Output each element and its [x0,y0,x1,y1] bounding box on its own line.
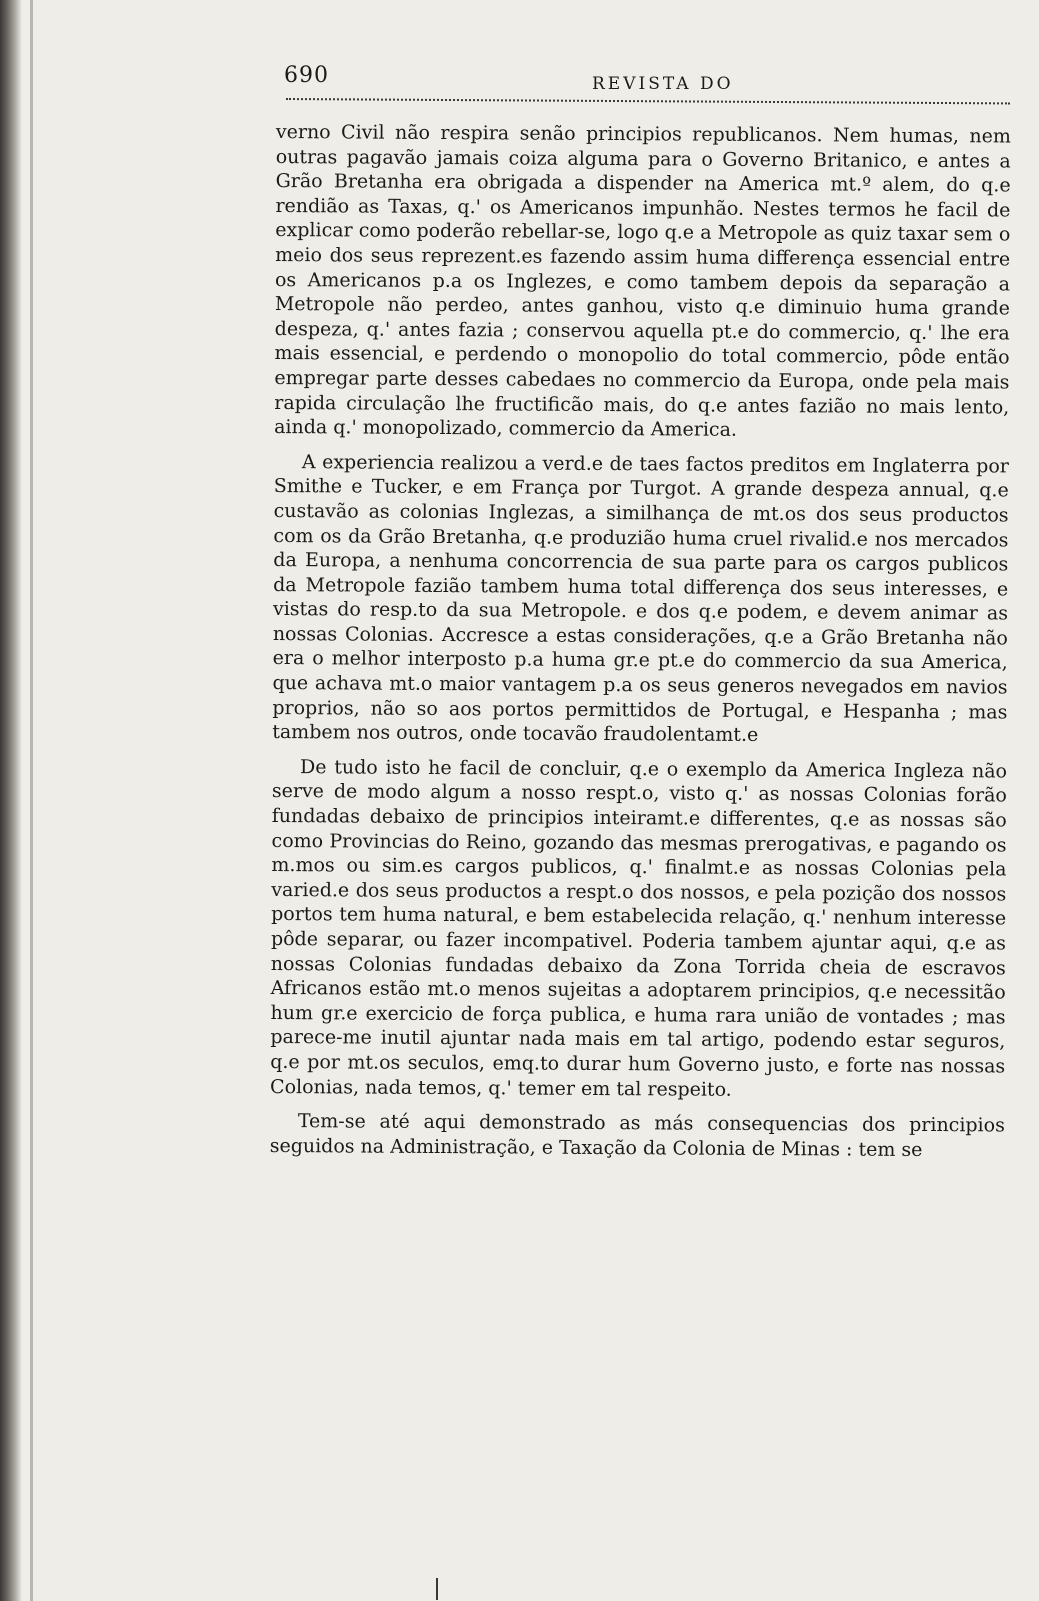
binding-crease [30,0,33,1601]
header-rule [286,98,1010,107]
paragraph-2: A experiencia realizou a verd.e de taes factos preditos em Inglaterra por Smithe e Tucker, e em França por Turgot. A grande despeza annual, q.e custavão as colonias Inglezas, a similhança de mt.os dos seus productos com os da Grão Bretanha, q.e produzião huma cruel rivalid.e nos mercados da Europa, a nenhuma concorrencia de sua parte para os cargos publicos da Metropole fazião tambem huma total differença dos seus interesses, e vistas do resp.to da sua Metropole. e dos q.e podem, e devem animar as nossas Colonias. Accresce a estas considerações, q.e a Grão Bretanha não era o melhor interposto p.a huma gr.e pt.e do commercio da sua America, que achava mt.o maior vantagem p.a os seus generos nevegados em navios proprios, não so aos portos permittidos de Portugal, e Hespanha ; mas tambem nos outros, onde tocavão fraudolentamt.e [272,450,1009,747]
running-header-title: REVISTA DO [592,74,734,94]
page-number: 690 [284,63,329,88]
print-mark [436,1578,438,1600]
page-body [270,120,1011,1163]
paragraph-3: De tudo isto he facil de concluir, q.e o exemplo da America Ingleza não serve de modo algum a nosso respt.o, visto q.' as nossas Colonias forão fundadas debaixo de principios inteiramt.e differentes, q.e as nossas são como Provincias do Reino, gozando das mesmas prerogativas, e pagando os m.mos ou sim.es cargos publicos, q.' finalmt.e as nossas Colonias pela varied.e dos seus productos a respt.o dos nossos, e pela pozição dos nossos portos tem huma natural, e bem estabelecida relação, q.' nenhum interesse pôde separar, ou fazer incompativel. Poderia tambem ajuntar aqui, q.e as nossas Colonias fundadas debaixo da Zona Torrida cheia de escravos Africanos estão mt.o menos sujeitas a adoptarem principios, q.e necessitão hum gr.e exercicio de força publica, e huma rara união de vontades ; mas parece-me inutil ajuntar nada mais em tal artigo, podendo estar seguros, q.e por mt.os seculos, emq.to durar hum Governo justo, e forte nas nossas Colonias, nada temos, q.' temer em tal respeito. [270,756,1008,1101]
paragraph-1: verno Civil não respira senão principios republicanos. Nem humas, nem outras pagavão jamais coiza alguma para o Governo Britanico, e antes a Grão Bretanha era obrigada a dispender na America mt.º alem, do q.e rendião as Taxas, q.' os Americanos impunhão. Nestes termos he facil de explicar como poderão rebellar-se, logo q.e a Metropole as quiz taxar sem o meio dos seus reprezent.es fazendo assim huma differença essencial entre os Americanos p.a os Inglezes, e como tambem depois da separação a Metropole não perdeo, antes ganhou, visto q.e diminuio huma grande despeza, q.' antes fazia ; conservou aquella pt.e do commercio, q.' lhe era mais essencial, e perdendo o monopolio do total commercio, pôde então empregar parte desses cabedaes no commercio da Europa, onde pela mais rapida circulação lhe fructificão mais, do q.e antes fazião no mais lento, ainda q.' monopolizado, commercio da America. [274,120,1011,441]
paragraph-4: Tem-se até aqui demonstrado as más consequencias dos principios seguidos na Administração, e Taxação da Colonia de Minas : tem se [269,1110,1005,1161]
page-binding-shadow [0,0,22,1601]
